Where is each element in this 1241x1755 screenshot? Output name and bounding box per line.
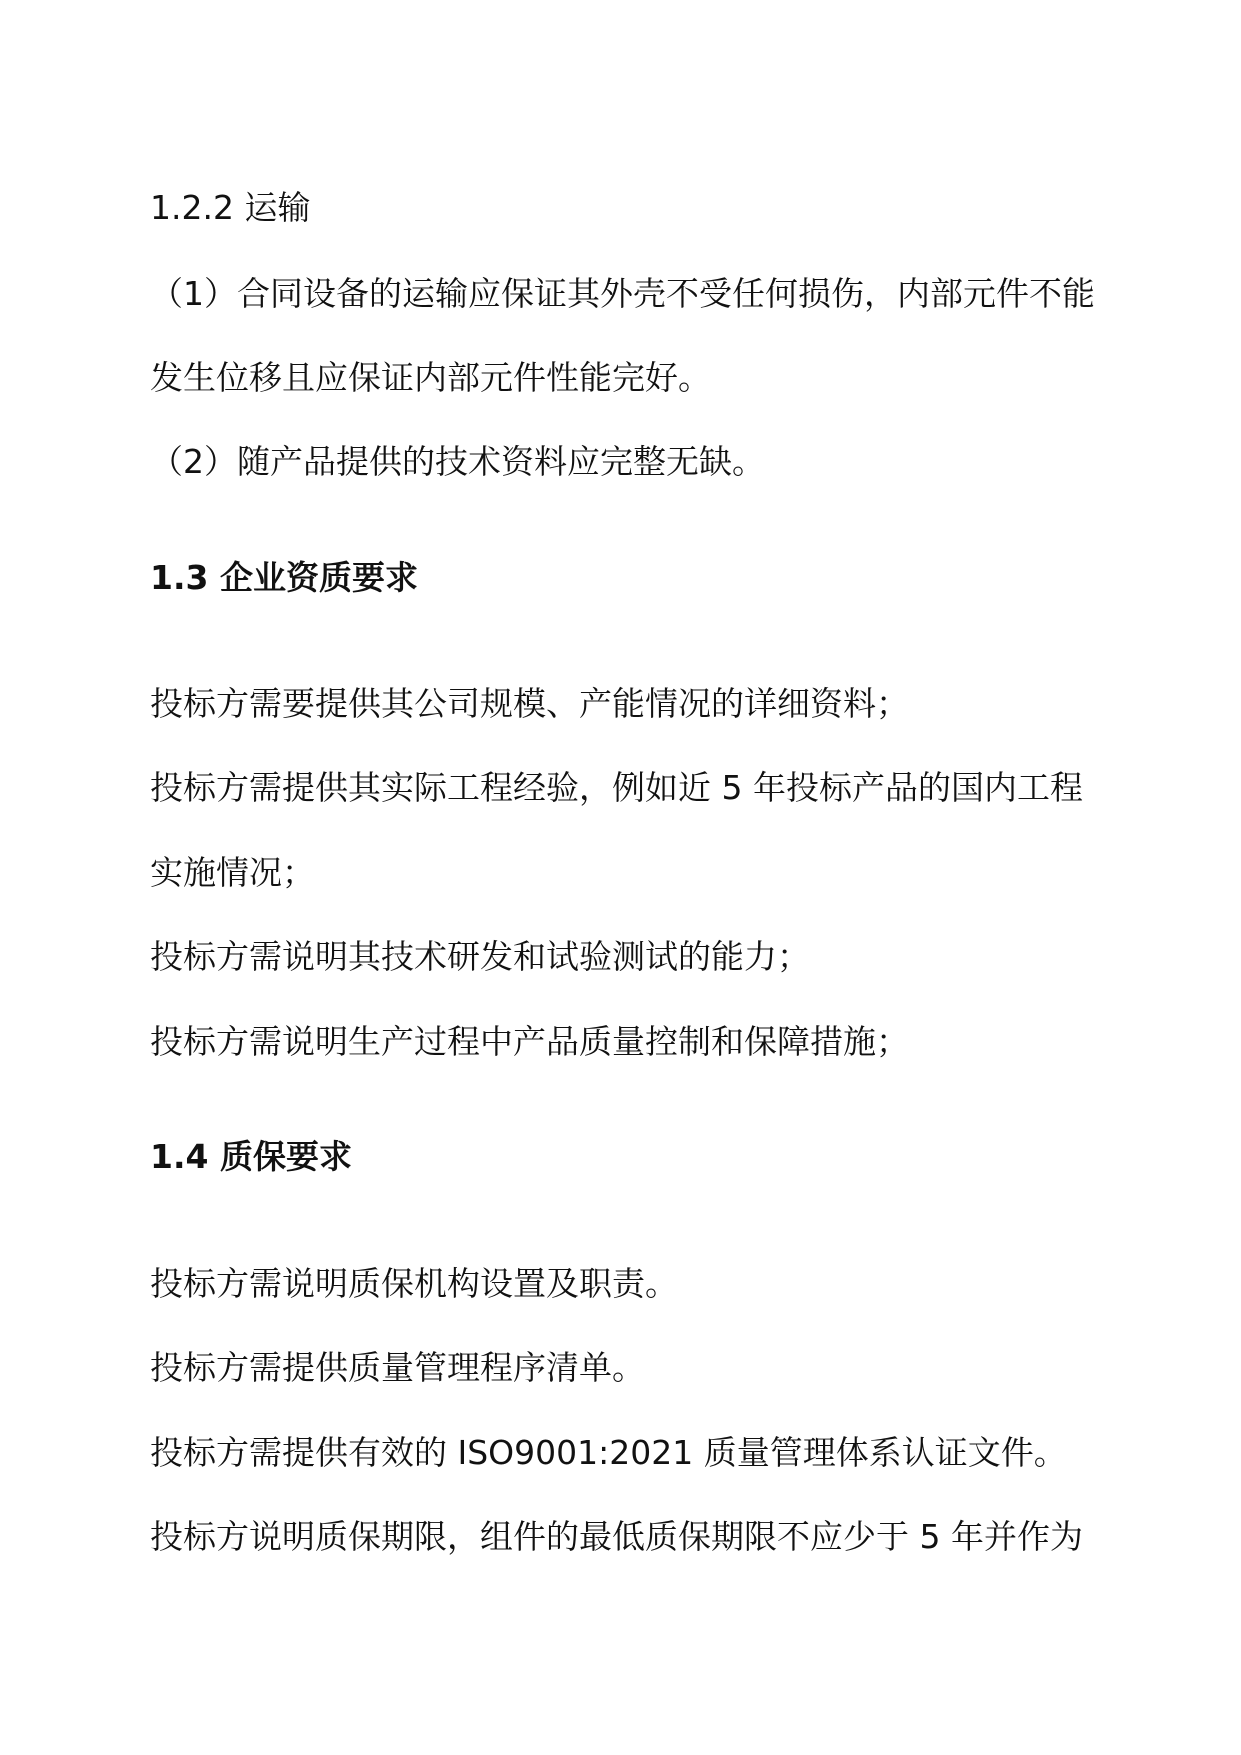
qualification-paragraph-4: 投标方需说明生产过程中产品质量控制和保障措施； [150, 1022, 909, 1061]
warranty-paragraph-4: 投标方说明质保期限，组件的最低质保期限不应少于 5 年并作为 [150, 1517, 1083, 1556]
warranty-paragraph-3: 投标方需提供有效的 ISO9001:2021 质量管理体系认证文件。 [150, 1433, 1067, 1472]
section-heading-transport: 1.2.2 运输 [150, 188, 311, 227]
warranty-paragraph-2: 投标方需提供质量管理程序清单。 [150, 1348, 645, 1387]
transport-item-1-line-1: （1）合同设备的运输应保证其外壳不受任何损伤，内部元件不能 [150, 274, 1095, 313]
qualification-paragraph-2-line-2: 实施情况； [150, 853, 315, 892]
qualification-paragraph-2-line-1: 投标方需提供其实际工程经验，例如近 5 年投标产品的国内工程 [150, 768, 1083, 807]
transport-item-2: （2）随产品提供的技术资料应完整无缺。 [150, 442, 765, 481]
transport-item-1-line-2: 发生位移且应保证内部元件性能完好。 [150, 358, 711, 397]
section-heading-qualification: 1.3 企业资质要求 [150, 558, 418, 597]
qualification-paragraph-1: 投标方需要提供其公司规模、产能情况的详细资料； [150, 684, 909, 723]
qualification-paragraph-3: 投标方需说明其技术研发和试验测试的能力； [150, 937, 810, 976]
section-heading-warranty: 1.4 质保要求 [150, 1137, 352, 1176]
warranty-paragraph-1: 投标方需说明质保机构设置及职责。 [150, 1264, 678, 1303]
